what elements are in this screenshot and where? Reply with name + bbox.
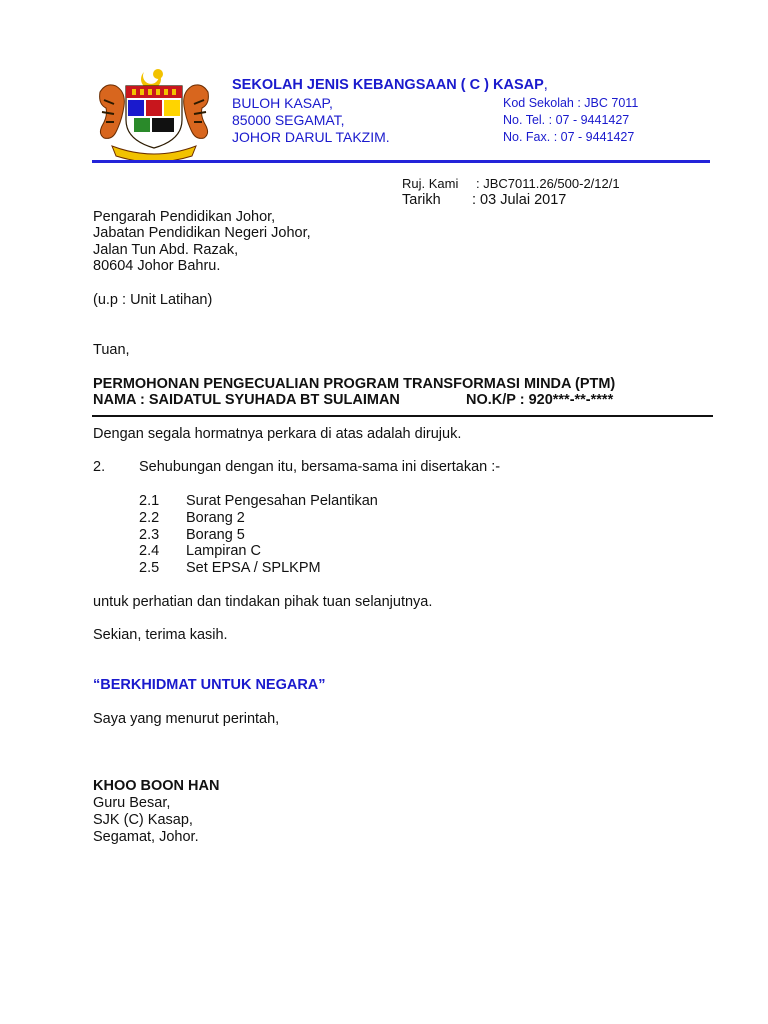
signatory-title: Guru Besar, xyxy=(93,795,171,811)
recipient-line-3: Jalan Tun Abd. Razak, xyxy=(93,242,239,258)
item-number: 2.5 xyxy=(139,560,160,576)
item-number: 2.2 xyxy=(139,510,160,526)
reference-value: : JBC7011.26/500-2/12/1 xyxy=(476,176,620,191)
item-number: 2.3 xyxy=(139,527,160,543)
address-line-3: JOHOR DARUL TAKZIM. xyxy=(232,129,390,145)
item-label: Surat Pengesahan Pelantikan xyxy=(186,493,378,509)
school-name xyxy=(232,77,548,94)
address-line-1: BULOH KASAP, xyxy=(232,95,333,111)
date-label: Tarikh xyxy=(402,192,441,208)
signatory-location: Segamat, Johor. xyxy=(93,829,199,845)
attention-line: (u.p : Unit Latihan) xyxy=(93,292,213,308)
phone-number: No. Tel. : 07 - 9441427 xyxy=(503,113,630,127)
malaysia-coat-of-arms-icon xyxy=(92,64,216,164)
school-name-text: SEKOLAH JENIS KEBANGSAAN ( C ) KASAP xyxy=(232,77,544,93)
fax-number: No. Fax. : 07 - 9441427 xyxy=(503,130,635,144)
item-label: Borang 5 xyxy=(186,527,245,543)
item-number: 2.1 xyxy=(139,493,160,509)
paragraph-1: Dengan segala hormatnya perkara di atas adalah dirujuk. xyxy=(93,426,462,442)
item-number: 2.4 xyxy=(139,543,160,559)
subject-title: PERMOHONAN PENGECUALIAN PROGRAM TRANSFORMASI MINDA (PTM) xyxy=(93,376,616,392)
signatory-name: KHOO BOON HAN xyxy=(93,778,220,794)
reference-label: Ruj. Kami xyxy=(402,176,459,191)
recipient-line-1: Pengarah Pendidikan Johor, xyxy=(93,209,276,225)
item-label: Set EPSA / SPLKPM xyxy=(186,560,321,576)
recipient-line-2: Jabatan Pendidikan Negeri Johor, xyxy=(93,225,311,241)
recipient-line-4: 80604 Johor Bahru. xyxy=(93,258,221,274)
closing-line: Saya yang menurut perintah, xyxy=(93,711,280,727)
item-label: Borang 2 xyxy=(186,510,245,526)
paragraph-2-number: 2. xyxy=(93,459,106,475)
motto: “BERKHIDMAT UNTUK NEGARA” xyxy=(93,677,326,693)
school-name-suffix: , xyxy=(543,77,548,93)
subject-underline xyxy=(92,415,713,417)
signatory-school: SJK (C) Kasap, xyxy=(93,812,193,828)
subject-name: NAMA : SAIDATUL SYUHADA BT SULAIMAN xyxy=(93,392,400,408)
item-label: Lampiran C xyxy=(186,543,261,559)
letterhead-divider xyxy=(92,160,710,163)
paragraph-3: untuk perhatian dan tindakan pihak tuan selanjutnya. xyxy=(93,594,433,610)
salutation: Tuan, xyxy=(93,342,130,358)
address-line-2: 85000 SEGAMAT, xyxy=(232,112,345,128)
subject-ic-number: NO.K/P : 920***-**-**** xyxy=(466,392,614,408)
date-value: : 03 Julai 2017 xyxy=(472,192,567,208)
school-code: Kod Sekolah : JBC 7011 xyxy=(503,96,639,110)
paragraph-2: Sehubungan dengan itu, bersama-sama ini disertakan :- xyxy=(139,459,501,475)
paragraph-4: Sekian, terima kasih. xyxy=(93,627,228,643)
